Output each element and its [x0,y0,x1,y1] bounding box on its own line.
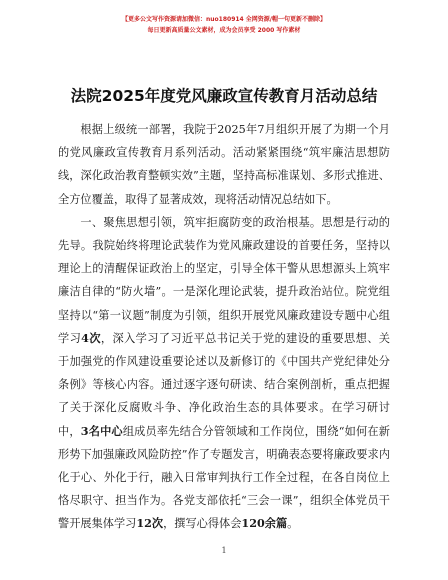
promo-banner-line-1: 【更多公文写作资源请加微信：nuo180914 全网资源/帽一句更新不删除】 [122,16,326,23]
document-body [58,118,390,536]
bold-figure: 4次 [81,330,101,345]
promo-banner-line-2: 每日更新高质量公文素材，成为会员享受 2000 写作素材 [147,27,301,34]
paragraph-text: ，撰写心得体会 [163,517,242,531]
paragraph-text: 。 [287,517,299,531]
bold-figure: 3名中心 [80,423,123,438]
paragraph-text: 组成员率先结合分管领域和工作岗位，围绕“如何在新形势下加强廉政风险防控”作了专题发言，明确表态要将廉政要求内化于心、外化于行，融入日常审判执行工作全过程，在各自岗位上恪尽职守、担当作为。各党支部依托“三会一课”，组织全体党员干警开展集体学习 [58,424,390,531]
bold-figure: 12次 [136,516,164,531]
page-number: 1 [221,546,227,555]
paragraph-section-1 [58,211,390,536]
paragraph-text: 一、聚焦思想引领，筑牢拒腐防变的政治根基。思想是行动的先导。我院始终将理论武装作为党风廉政建设的首要任务，坚持以理论上的清醒保证政治上的坚定，引导全体干警从思想源头上筑牢廉洁自律的“防火墙”。一是深化理论武装，提升政治站位。院党组坚持以“第一议题”制度为引领，组织开展党风廉政建设专题中心组学习 [58,215,390,345]
paragraph-intro: 根据上级统一部署，我院于2025年7月组织开展了为期一个月的党风廉政宣传教育月系列活动。活动紧紧围绕“筑牢廉洁思想防线，深化政治教育整顿实效”主题，坚持高标准谋划、多形式推进、全方位覆盖，取得了显著成效，现将活动情况总结如下。 [58,123,390,206]
paragraph-text: ，深入学习了习近平总书记关于党的建设的重要思想、关于加强党的作风建设重要论述以及新修订的《中国共产党纪律处分条例》等核心内容。通过逐字逐句研读、结合案例剖析，重点把握了关于深化反腐败斗争、净化政治生态的具体要求。在学习研讨中， [58,331,390,438]
promo-banner [0,14,448,36]
document-title: 法院2025年度党风廉政宣传教育月活动总结 [70,87,378,105]
bold-figure: 120余篇 [241,516,288,531]
